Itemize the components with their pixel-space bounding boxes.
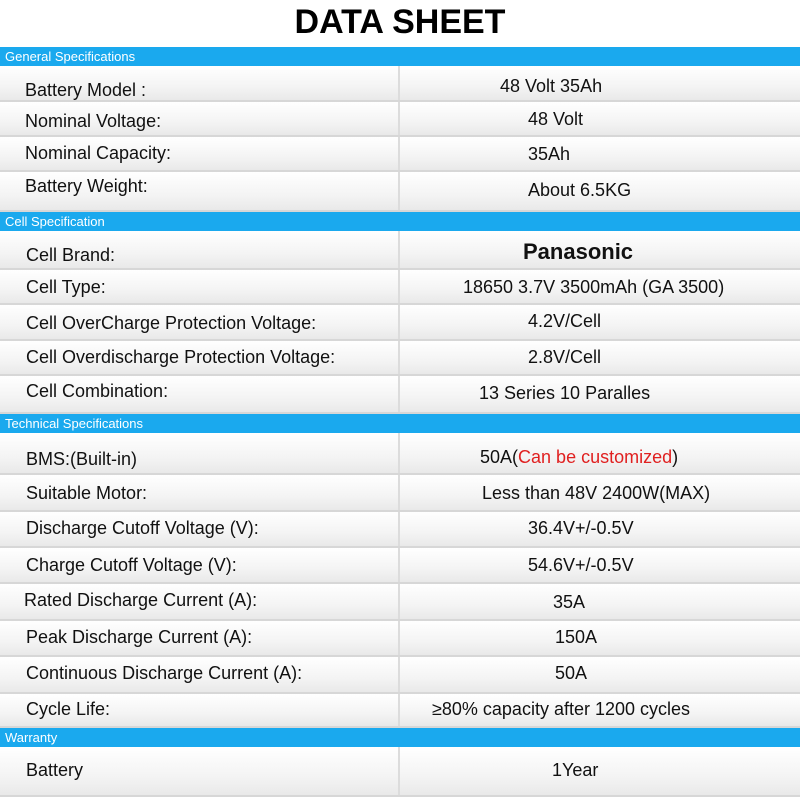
section-header-cell: Cell Specification — [0, 212, 800, 231]
table-row — [0, 584, 800, 621]
row-label: Cycle Life: — [26, 699, 111, 719]
row-label: Cell Type: — [26, 277, 106, 297]
section-header-technical: Technical Specifications — [0, 414, 800, 433]
row-value: 13 Series 10 Paralles — [479, 383, 651, 403]
row-label: Rated Discharge Current (A): — [24, 590, 258, 610]
section-header-general: General Specifications — [0, 47, 800, 66]
row-value: 35A — [553, 592, 586, 612]
row-label: Charge Cutoff Voltage (V): — [26, 555, 237, 575]
row-label: BMS:(Built-in) — [26, 449, 138, 469]
row-label: Cell Brand: — [26, 245, 116, 265]
table-row — [0, 747, 800, 797]
table-row — [0, 270, 800, 305]
bms-value: 50A(Can be customized) — [480, 447, 679, 467]
row-value: 54.6V+/-0.5V — [528, 555, 634, 575]
table-row — [0, 512, 800, 548]
row-value: About 6.5KG — [528, 180, 632, 200]
row-label: Nominal Capacity: — [25, 143, 172, 163]
customizable-note: Can be customized — [518, 447, 673, 467]
section-header-warranty: Warranty — [0, 728, 800, 747]
row-value: 48 Volt 35Ah — [500, 76, 603, 96]
row-value: 36.4V+/-0.5V — [528, 518, 634, 538]
row-value: 1Year — [552, 760, 599, 780]
row-value: 4.2V/Cell — [528, 311, 602, 331]
row-label: Cell OverCharge Protection Voltage: — [26, 313, 317, 333]
row-label: Cell Combination: — [26, 381, 169, 401]
row-label: Battery Weight: — [25, 176, 148, 196]
row-value: 2.8V/Cell — [528, 347, 602, 367]
table-row — [0, 548, 800, 584]
table-row — [0, 305, 800, 341]
table-row — [0, 475, 800, 512]
row-label: Cell Overdischarge Protection Voltage: — [26, 347, 336, 367]
row-value: ≥80% capacity after 1200 cycles — [432, 699, 691, 719]
table-row — [0, 376, 800, 414]
row-label: Battery Model : — [25, 80, 147, 100]
row-label: Continuous Discharge Current (A): — [26, 663, 303, 683]
cell-brand-value: Panasonic — [523, 239, 634, 264]
table-row — [0, 137, 800, 172]
table-row — [0, 657, 800, 694]
table-row — [0, 102, 800, 137]
row-label: Discharge Cutoff Voltage (V): — [26, 518, 259, 538]
row-value: 35Ah — [528, 144, 571, 164]
table-row — [0, 694, 800, 728]
row-label: Battery — [26, 760, 84, 780]
row-value: 50A — [555, 663, 588, 683]
row-label: Suitable Motor: — [26, 483, 148, 503]
row-value: 48 Volt — [528, 109, 584, 129]
table-row — [0, 172, 800, 212]
row-value: Less than 48V 2400W(MAX) — [482, 483, 711, 503]
row-label: Peak Discharge Current (A): — [26, 627, 253, 647]
table-row — [0, 341, 800, 376]
table-row — [0, 231, 800, 270]
row-label: Nominal Voltage: — [25, 111, 162, 131]
row-value: 150A — [555, 627, 598, 647]
table-row — [0, 621, 800, 657]
row-value: 18650 3.7V 3500mAh (GA 3500) — [463, 277, 725, 297]
table-row — [0, 433, 800, 475]
page-title: DATA SHEET — [294, 3, 506, 41]
table-row — [0, 66, 800, 102]
